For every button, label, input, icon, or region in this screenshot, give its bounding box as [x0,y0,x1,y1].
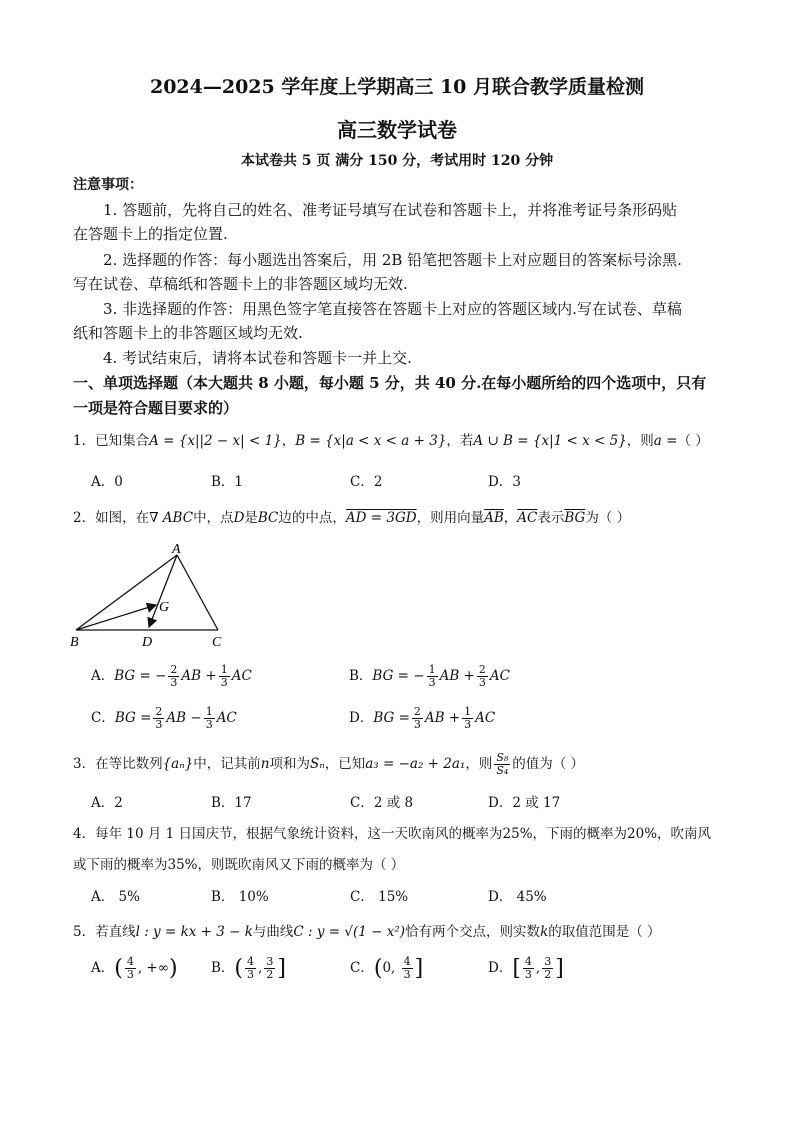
fraction: $\frac{4}{3}$ [524,955,532,981]
label-b: B [70,635,79,650]
fraction: $\frac{4}{3}$ [403,955,411,981]
q3-text-1: 在等比数列 [95,756,163,772]
q3-text-3: 项和为 [269,756,310,772]
sum-sn: Sₙ [310,756,325,772]
paren-left: ( [234,956,244,981]
vector-bg: $\overline{BG}$ [564,510,586,526]
q2-option-b[interactable] [349,664,510,689]
set-a: A = {x||2 − x| < 1} [149,433,282,449]
q4-option-c[interactable]: C． 15% [350,889,409,905]
label-c: C [212,635,222,650]
q1-sep: ， [281,433,296,449]
q1-option-b[interactable]: B．1 [211,474,244,490]
option-letter: B． [349,668,373,684]
opt-end: AC [231,668,252,684]
opt-mid: AB + [181,668,217,684]
opt-lhs: BG = − [372,668,425,684]
q5-text-1: 若直线 [95,924,136,940]
option-letter: D． [488,960,513,976]
q3-text-4: ，已知 [324,756,366,772]
question-5 [73,920,661,940]
q2-text-4: 边的中点， [278,510,346,526]
fraction: $\frac{2}{3}$ [155,705,163,731]
paren-right: ] [555,956,564,981]
question-4-line-2: 或下雨的概率为35%，则既吹南风又下雨的概率为（ ） [73,857,405,873]
point-d: D [233,510,245,526]
question-2 [73,506,630,526]
question-4-line-1: 4．每年 10 月 1 日国庆节，根据气象统计资料，这一天吹南风的概率为25%，下雨的概率为20%，吹南风 [73,826,712,842]
opt-end: AC [216,710,237,726]
notice-item-3-line-2: 纸和答题卡上的非答题区域均无效. [73,324,303,342]
q1-option-d[interactable]: D．3 [488,474,521,490]
q1-unknown: a = [653,433,678,449]
q2-text-7: 为（ ） [585,510,631,526]
question-number: 3． [73,756,96,772]
paren-right: ] [414,956,424,981]
sequence: {aₙ} [162,756,194,772]
q3-text-6: 的值为（ ） [512,756,585,772]
set-b: B = {x|a < x < a + 3} [295,433,447,449]
q3-equation: a₃ = −a₂ + 2a₁ [365,756,466,772]
opt-lhs: BG = − [114,668,167,684]
curve-equation: C : y = √(1 − x²) [293,924,406,940]
label-a: A [172,542,181,557]
q1-option-c[interactable]: C．2 [350,474,383,490]
notice-item-1-line-1: 1. 答题前，先将自己的姓名、准考证号填写在试卷和答题卡上，并将准考证号条形码贴 [103,201,678,219]
exam-info: 本试卷共 5 页 满分 150 分，考试用时 120 分钟 [240,153,554,169]
q5-option-b[interactable]: B．( $\frac{4}{3}$ , $\frac{3}{2}$ ] [211,955,286,981]
q1-text-1: 已知集合 [95,433,150,449]
option-letter: A． [91,668,115,684]
fraction-s8-s4: $\frac{\text{S₈}}{\text{S₄}}$ [496,751,509,777]
q3-text-2: 中，记其前 [193,756,261,772]
vector-ac: $\overline{AC}$ [517,510,538,526]
interval-rest: , +∞ [137,960,169,976]
q4-option-d[interactable]: D． 45% [488,889,547,905]
fraction: $\frac{4}{3}$ [126,955,134,981]
q1-option-a[interactable]: A．0 [91,474,123,490]
fraction: $\frac{1}{3}$ [464,705,472,731]
opt-mid: AB + [424,710,461,726]
question-number: 1． [73,433,96,449]
var-k: k [540,924,549,940]
q3-option-b[interactable]: B．17 [211,795,252,811]
vector-bg-arrow [76,605,156,630]
notice-item-3-line-1: 3. 非选择题的作答：用黑色签字笔直接答在答题卡上对应的答题区域内.写在试卷、草稿 [103,300,682,318]
notice-item-2-line-1: 2. 选择题的作答：每小题选出答案后，用 2B 铅笔把答题卡上对应题目的答案标号涂黑. [103,251,682,269]
fraction: $\frac{4}{3}$ [247,955,255,981]
triangle-abc: ∇ ABC [149,510,194,526]
section-heading-line-1: 一、单项选择题（本大题共 8 小题，每小题 5 分，共 40 分.在每小题所给的四个选项中，只有 [73,374,707,392]
vector-relation: AD = 3GD [345,510,417,526]
q3-option-d[interactable]: D．2 或 17 [488,795,561,811]
notice-heading: 注意事项： [73,177,143,193]
option-letter: C． [91,710,115,726]
q1-text-2: ，若 [446,433,474,449]
q5-text-2: 与曲线 [252,924,294,940]
opt-lhs: BG = [114,710,152,726]
paren-left: [ [512,956,521,981]
q2-sep: ， [503,510,518,526]
fraction: $\frac{1}{3}$ [220,663,228,689]
opt-end: AC [475,710,496,726]
q2-text-6: 表示 [537,510,565,526]
fraction: $\frac{2}{3}$ [413,705,421,731]
opt-end: AC [489,668,510,684]
triangle-figure [66,538,236,653]
vector-ab: $\overline{AB}$ [484,510,504,526]
fraction: $\frac{2}{3}$ [170,663,178,689]
paren-right: ] [277,956,286,981]
q1-text-3: ，则 [626,433,654,449]
q5-text-3: 恰有两个交点，则实数 [405,924,541,940]
opt-mid: AB − [166,710,202,726]
side-bc: BC [257,510,279,526]
q2-option-d[interactable] [349,706,495,731]
q2-text-1: 如图，在 [95,510,150,526]
q2-option-c[interactable] [91,706,237,731]
q2-text-3: 是 [244,510,258,526]
label-d: D [142,635,153,650]
option-letter: B． [211,960,235,976]
question-number: 2． [73,510,96,526]
option-letter: A． [91,960,115,976]
fraction: $\frac{3}{2}$ [266,955,274,981]
side-ac [177,555,218,630]
q2-text-5: ，则用向量 [416,510,485,526]
fraction: $\frac{3}{2}$ [544,955,552,981]
q3-option-a[interactable]: A．2 [91,795,123,811]
paren-left: ( [373,956,383,981]
paren-right: ) [168,956,178,981]
notice-item-2-line-2: 写在试卷、草稿纸和答题卡上的非答题区域均无效. [73,275,408,293]
q5-option-a[interactable] [91,956,178,981]
question-3 [73,752,584,777]
fraction: $\frac{1}{3}$ [428,663,436,689]
q2-text-2: 中，点 [193,510,234,526]
opt-lhs: BG = [373,710,410,726]
option-letter: C． [350,960,374,976]
notice-item-4: 4. 考试结束后，请将本试卷和答题卡一并上交. [103,349,412,367]
paren-left: ( [114,956,123,981]
q2-option-a[interactable] [91,664,252,689]
opt-mid: AB + [439,668,475,684]
interval-start: 0, [382,960,400,976]
fraction: $\frac{1}{3}$ [205,705,213,731]
question-number: 5． [73,924,96,940]
q5-option-c[interactable] [350,956,423,981]
q3-text-5: ，则 [465,756,493,772]
section-heading-line-2: 一项是符合题目要求的） [73,399,239,417]
option-letter: D． [349,710,374,726]
answer-blank: （ ） [677,433,709,449]
line-equation: l : y = kx + 3 − k [135,924,253,940]
notice-item-1-line-2: 在答题卡上的指定位置. [73,225,228,243]
q5-option-d[interactable]: D．[ $\frac{4}{3}$ , $\frac{3}{2}$ ] [488,955,564,981]
set-union: A ∪ B = {x|1 < x < 5} [473,433,627,449]
question-1 [73,429,709,449]
var-n: n [260,756,270,772]
q4-option-b[interactable]: B． 10% [211,889,269,905]
q5-text-4: 的取值范围是（ ） [548,924,661,940]
exam-subtitle: 高三数学试卷 [337,118,457,142]
q4-option-a[interactable]: A． 5% [91,889,140,905]
exam-title: 2024—2025 学年度上学期高三 10 月联合教学质量检测 [149,76,645,98]
fraction: $\frac{2}{3}$ [478,663,486,689]
label-g: G [159,600,170,615]
q3-option-c[interactable]: C．2 或 8 [350,795,414,811]
